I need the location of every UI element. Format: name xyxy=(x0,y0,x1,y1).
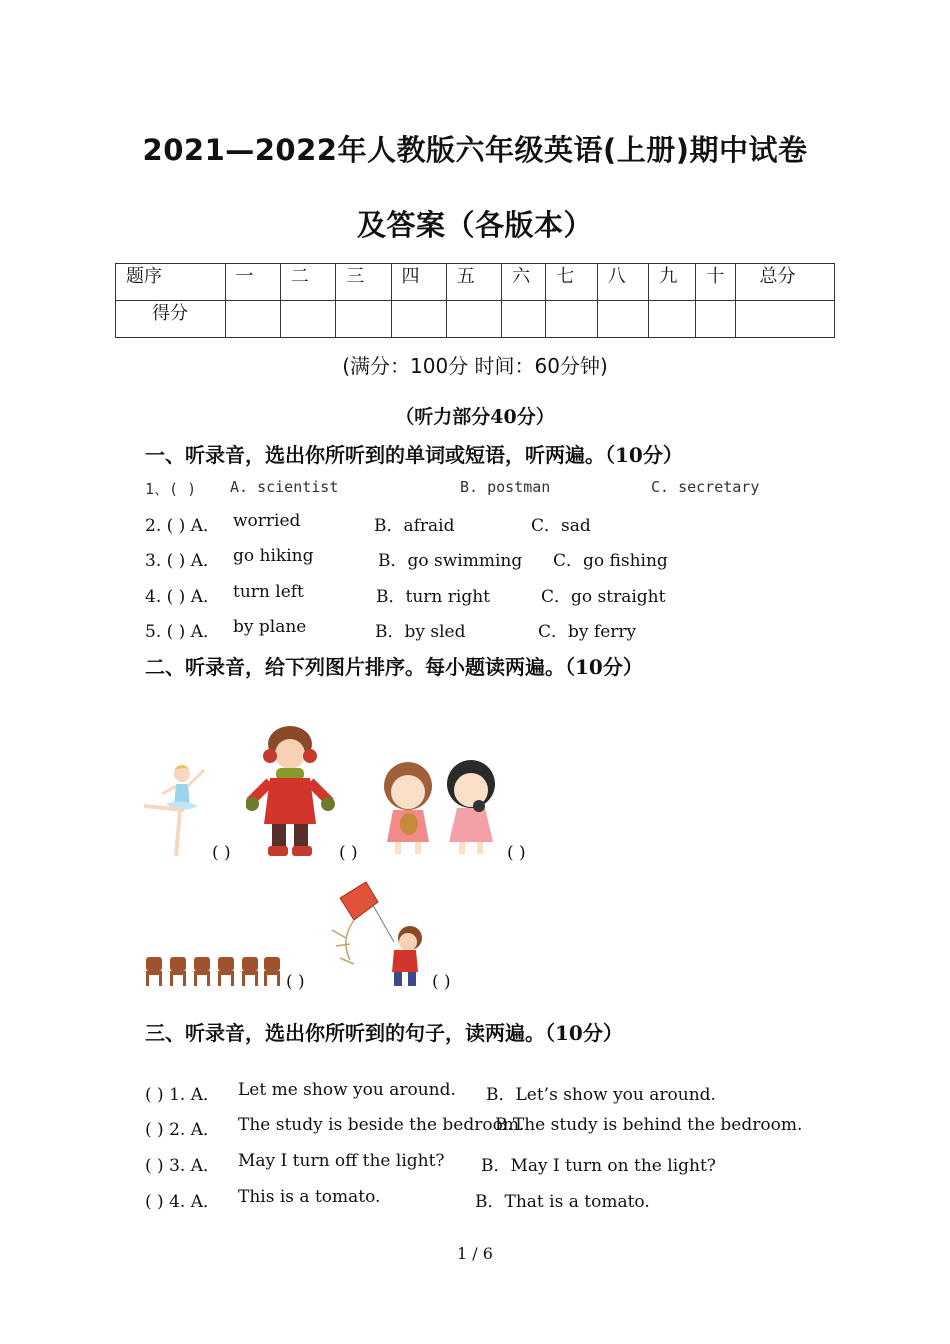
option-a: May I turn off the light? xyxy=(238,1151,445,1171)
score-header-cell: 总分 xyxy=(735,264,834,301)
score-cell[interactable] xyxy=(391,301,446,338)
option-b: B．That is a tomato. xyxy=(475,1192,650,1212)
answer-blank[interactable]: ( ) xyxy=(339,843,358,863)
section1-heading: 一、听录音，选出你所听到的单词或短语，听两遍。（10分） xyxy=(145,443,683,467)
option-b: B．May I turn on the light? xyxy=(481,1156,716,1176)
option-c: C．by ferry xyxy=(538,622,637,642)
section2-heading: 二、听录音，给下列图片排序。每小题读两遍。（10分） xyxy=(145,655,643,679)
score-cell[interactable] xyxy=(649,301,696,338)
section3-heading: 三、听录音，选出你所听到的句子，读两遍。（10分） xyxy=(145,1021,623,1045)
question-number: 3. ( ) A． xyxy=(145,551,220,571)
question-number: 4. ( ) A． xyxy=(145,587,220,607)
option-a: Let me show you around. xyxy=(238,1080,456,1100)
option-a: worried xyxy=(233,511,301,531)
score-row-label: 得分 xyxy=(116,301,226,338)
score-header-cell: 九 xyxy=(649,264,696,301)
score-header-cell: 一 xyxy=(225,264,280,301)
singing-girls-picture xyxy=(375,758,505,860)
answer-blank[interactable]: ( ) xyxy=(286,972,305,992)
option-b: B.The study is behind the bedroom. xyxy=(495,1115,803,1135)
question-number: 5. ( ) A． xyxy=(145,622,220,642)
option-c: C．go fishing xyxy=(553,551,668,571)
option-b: B．turn right xyxy=(376,587,490,607)
chairs-picture xyxy=(144,955,284,987)
score-header-cell: 八 xyxy=(597,264,649,301)
question-number: ( ) 4. A． xyxy=(145,1192,220,1212)
option-b: B. postman xyxy=(460,478,551,496)
option-c: C．sad xyxy=(531,516,591,536)
question-number: 1、( ) xyxy=(145,480,197,498)
score-header-cell: 四 xyxy=(391,264,446,301)
option-a: The study is beside the bedroom. xyxy=(238,1115,525,1135)
answer-blank[interactable]: ( ) xyxy=(507,843,526,863)
score-cell[interactable] xyxy=(446,301,501,338)
score-header-cell: 三 xyxy=(336,264,391,301)
option-b: B．afraid xyxy=(374,516,455,536)
score-cell[interactable] xyxy=(546,301,598,338)
answer-blank[interactable]: ( ) xyxy=(212,843,231,863)
option-a: This is a tomato. xyxy=(238,1187,381,1207)
score-table-row xyxy=(116,301,835,338)
page-title-line2: 及答案（各版本） xyxy=(356,208,593,242)
option-a: turn left xyxy=(233,582,304,602)
score-header-cell: 七 xyxy=(546,264,598,301)
score-header-cell: 六 xyxy=(502,264,546,301)
score-table xyxy=(115,263,835,338)
listening-part-label: （听力部分40分） xyxy=(395,406,555,428)
ballerina-picture xyxy=(140,760,210,860)
page-number: 1 / 6 xyxy=(457,1244,493,1263)
option-c: C. secretary xyxy=(651,478,760,496)
option-a: A. scientist xyxy=(230,478,339,496)
score-header-cell: 十 xyxy=(696,264,735,301)
option-b: B．go swimming xyxy=(378,551,523,571)
score-header-cell: 题序 xyxy=(116,264,226,301)
option-a: go hiking xyxy=(233,546,314,566)
score-table-header-row xyxy=(116,264,835,301)
question-number: ( ) 3. A． xyxy=(145,1156,220,1176)
question-number: ( ) 1. A． xyxy=(145,1085,220,1105)
option-c: C．go straight xyxy=(541,587,666,607)
option-a: by plane xyxy=(233,617,307,637)
score-cell[interactable] xyxy=(336,301,391,338)
question-number: ( ) 2. A． xyxy=(145,1120,220,1140)
score-cell[interactable] xyxy=(696,301,735,338)
page-title-line1: 2021—2022年人教版六年级英语(上册)期中试卷 xyxy=(142,133,808,167)
option-b: B．by sled xyxy=(375,622,466,642)
score-header-cell: 二 xyxy=(280,264,335,301)
score-cell[interactable] xyxy=(502,301,546,338)
kite-boy-picture xyxy=(320,880,432,990)
exam-meta: (满分：100分 时间：60分钟) xyxy=(342,354,608,378)
boy-in-winter-coat-picture xyxy=(246,720,338,860)
score-cell[interactable] xyxy=(735,301,834,338)
answer-blank[interactable]: ( ) xyxy=(432,972,451,992)
question-number: 2. ( ) A． xyxy=(145,516,220,536)
score-cell[interactable] xyxy=(225,301,280,338)
option-b: B．Let’s show you around. xyxy=(486,1085,716,1105)
score-cell[interactable] xyxy=(597,301,649,338)
score-header-cell: 五 xyxy=(446,264,501,301)
score-cell[interactable] xyxy=(280,301,335,338)
